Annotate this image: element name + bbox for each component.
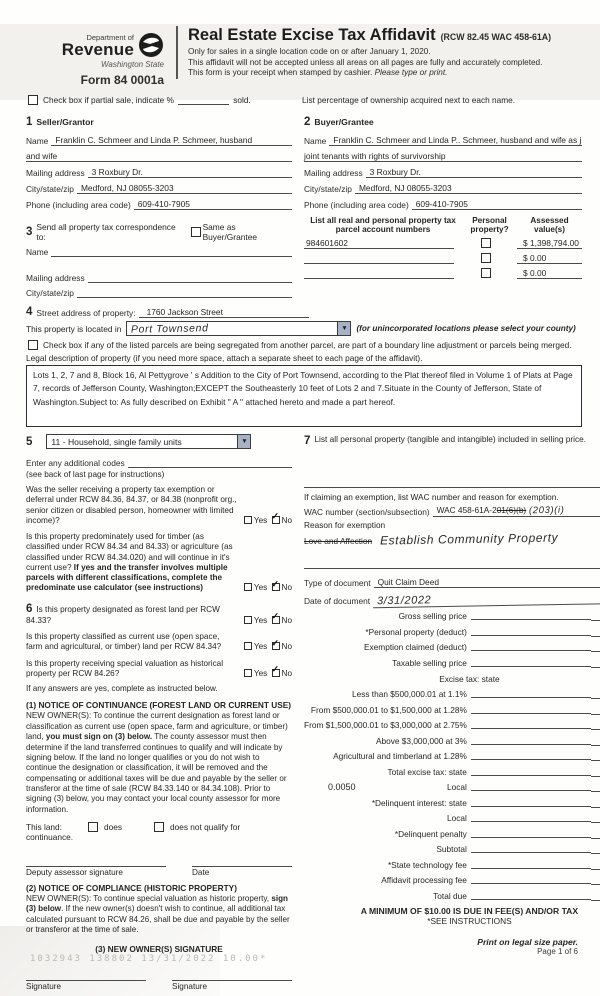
tax-line-label: Local xyxy=(447,813,467,824)
notice2-title: (2) NOTICE OF COMPLIANCE (HISTORIC PROPERTY) xyxy=(26,883,237,894)
tax-line-label: Total excise tax: state xyxy=(387,766,467,777)
seller-phone-field[interactable]: 609-410-7905 xyxy=(134,199,292,210)
local-rate-value: 0.0050 xyxy=(328,782,356,793)
tax-line-value[interactable] xyxy=(591,610,600,621)
notice1-body: NEW OWNER(S): To continue the current designation as forest land or classification as current use (open space, farm and agriculture, or timber) land, you must sign on (3) below. The county assessor must then determine if the land transferred continues to qualify and will indicate by signing below. If the land no longer qualifies or you do not wish to continue the designation or classification, it will be removed and the compensating or additional taxes will be due and payable by the seller or transferor at the time of sale (RCW 84.33.140 or 84.34.108). Prior to signing (3) below, you may contact your local county assessor for more information. xyxy=(26,711,288,814)
seller-phone-label: Phone (including area code) xyxy=(26,200,131,210)
form-title-ref: (RCW 82.45 WAC 458-61A) xyxy=(440,32,552,42)
street-address-label: Street address of property: xyxy=(36,308,136,318)
minimum-due-note: A MINIMUM OF $10.00 IS DUE IN FEE(S) AND/OR TAX xyxy=(360,905,579,916)
reason-exemption-label: Reason for exemption xyxy=(304,519,386,530)
no-checkbox-checked[interactable] xyxy=(271,511,280,524)
parcel-row xyxy=(304,268,582,279)
tax-line-value[interactable] xyxy=(591,688,600,699)
reason-extra-line[interactable] xyxy=(304,560,600,569)
section1-heading: 1 Seller/Grantor xyxy=(26,116,94,128)
form-title: Real Estate Excise Tax Affidavit xyxy=(188,26,436,44)
county-dropdown[interactable] xyxy=(126,321,351,336)
seller-name-label: Name xyxy=(26,136,49,146)
q-timber-use-answer: Yes ✓ No xyxy=(242,583,292,593)
parcel-number-field[interactable] xyxy=(304,254,454,264)
buyer-city-field[interactable]: Medford, NJ 08055-3203 xyxy=(355,183,582,194)
no-checkbox-checked[interactable] xyxy=(271,578,280,591)
cashier-stamp: 1032943 138802 13/31/2022 10.00* xyxy=(30,954,268,964)
q-tax-exemption: Was the seller receiving a property tax exemption or deferral under RCW 84.36, 84.37, or 84.38 (nonprofit org., senior citizen or disabled person, homeowner with limited income)? xyxy=(26,485,237,525)
local-label: Local xyxy=(447,782,467,793)
dropdown-arrow-icon[interactable]: ▼ xyxy=(337,322,350,335)
personal-property-checkbox[interactable] xyxy=(481,238,491,248)
parcel-row xyxy=(304,253,582,264)
seller-name-field[interactable]: Franklin C. Schmeer and Linda P. Schmeer, husband xyxy=(51,135,292,146)
parcel-row xyxy=(304,238,582,249)
county-dropdown-value: Port Townsend xyxy=(131,321,210,336)
tax-line-value[interactable] xyxy=(591,797,600,808)
tax-line-value[interactable] xyxy=(591,859,600,870)
assessed-value-field[interactable]: $ 0.00 xyxy=(517,253,582,264)
tax-line-label: From $1,500,000.01 to $3,000,000 at 2.75% xyxy=(304,720,467,731)
new-owners-signature-title: (3) NEW OWNER(S) SIGNATURE xyxy=(95,943,223,954)
tax-line-value[interactable] xyxy=(591,735,600,746)
tax-line-value[interactable] xyxy=(591,843,600,854)
tax-line-label: Less than $500,000.01 at 1.1% xyxy=(351,689,467,700)
assessed-value-field[interactable]: $ 1,398,794.00 xyxy=(517,238,582,249)
located-note: (for unincorporated locations please select your county) xyxy=(356,324,576,333)
seller-mailing-label: Mailing address xyxy=(26,168,85,178)
yes-instruction: If any answers are yes, complete as instructed below. xyxy=(26,684,218,694)
owner-signature-field[interactable] xyxy=(26,970,146,981)
corr-city-label: City/state/zip xyxy=(26,288,74,298)
tax-line-label: Exemption claimed (deduct) xyxy=(364,642,467,653)
tax-line-label: *Delinquent penalty xyxy=(394,828,467,839)
corr-name-field[interactable] xyxy=(51,247,292,257)
partial-sale-percent-field[interactable] xyxy=(178,96,229,105)
exemption-note: If claiming an exemption, list WAC number and reason for exemption. xyxy=(304,491,559,502)
tax-line-label: Taxable selling price xyxy=(392,657,467,668)
subtitle-line1: Only for sales in a single location code on or after January 1, 2020. xyxy=(188,47,431,56)
reason-handwritten-value[interactable]: Establish Community Property xyxy=(380,530,559,548)
personal-property-list-field[interactable] xyxy=(304,479,600,488)
corr-mailing-field[interactable] xyxy=(88,273,292,283)
segregated-checkbox[interactable] xyxy=(28,340,38,350)
deputy-date-field[interactable] xyxy=(192,856,292,867)
q-historic-property-answer: Yes ✓ No xyxy=(242,669,292,679)
does-checkbox[interactable] xyxy=(88,822,98,832)
no-checkbox-checked[interactable] xyxy=(271,637,280,650)
parcel-table-header: List all real and personal property tax parcel account numbers Personal property? Assessed value(s) xyxy=(310,216,569,234)
check-icon: ✓ xyxy=(271,637,280,648)
tax-line-label: Total due xyxy=(433,890,467,901)
tax-line-label: *State technology fee xyxy=(387,859,467,870)
corr-mailing-label: Mailing address xyxy=(26,273,85,283)
located-in-label: This property is located in xyxy=(26,323,122,334)
buyer-mailing-field[interactable]: 3 Roxbury Dr. xyxy=(366,167,582,178)
section2-heading: 2 Buyer/Grantee xyxy=(304,116,374,128)
q-forest-land: 6 Is this property designated as forest land per RCW 84.33? xyxy=(26,602,220,625)
form-header xyxy=(26,26,582,87)
no-checkbox-checked[interactable] xyxy=(271,664,280,677)
additional-codes-label: Enter any additional codes xyxy=(26,458,125,468)
revenue-label: Revenue xyxy=(61,39,134,59)
tax-line-value[interactable] xyxy=(591,704,600,715)
tax-line-value[interactable] xyxy=(591,812,600,823)
ownership-note: List percentage of ownership acquired next to each name. xyxy=(302,95,516,105)
tax-line-value[interactable] xyxy=(591,626,600,637)
tax-line-label: Gross selling price xyxy=(398,611,467,622)
dor-logo xyxy=(26,26,174,87)
q-historic-property: Is this property receiving special valuation as historical property per RCW 84.26? xyxy=(26,658,224,678)
yes-checkbox[interactable] xyxy=(244,669,252,677)
see-instructions-note: *SEE INSTRUCTIONS xyxy=(427,915,512,926)
corr-city-field[interactable] xyxy=(77,288,292,298)
owner-signature-label: Signature xyxy=(172,981,208,991)
buyer-phone-field[interactable]: 609-410-7905 xyxy=(412,199,582,210)
segregated-label: Check box if any of the listed parcels are being segregated from another parcel, are part of a boundary line adjustment or parcels being merged. xyxy=(43,340,572,350)
doc-type-field[interactable]: Quit Claim Deed xyxy=(374,577,600,588)
owner-signature-label: Signature xyxy=(26,981,62,991)
section5-number: 5 xyxy=(26,435,33,448)
yes-checkbox[interactable] xyxy=(244,516,252,524)
excise-tax-state-header: Excise tax: state xyxy=(439,673,500,684)
dropdown-arrow-icon[interactable]: ▼ xyxy=(237,435,250,448)
street-address-field[interactable]: 1760 Jackson Street xyxy=(139,307,309,318)
local-tax-value[interactable] xyxy=(591,781,600,792)
tax-line-label: Subtotal xyxy=(436,844,467,855)
section7-intro: List all personal property (tangible and intangible) included in selling price. xyxy=(314,434,587,444)
buyer-city-label: City/state/zip xyxy=(304,184,352,194)
tax-line-value[interactable] xyxy=(591,750,600,761)
this-land-label: This land: xyxy=(26,822,62,833)
wac-number-field[interactable]: WAC 458-61A-201(6)(b) (203)(i) xyxy=(433,505,600,517)
section4-number: 4 xyxy=(26,306,33,318)
subtitle-line2: This affidavit will not be accepted unless all areas on all pages are fully and accurately completed. xyxy=(188,57,543,67)
no-checkbox-checked[interactable] xyxy=(271,611,280,624)
tax-line-label: Affidavit processing fee xyxy=(381,875,467,886)
corr-name-label: Name xyxy=(26,247,49,257)
tax-line-label: Above $3,000,000 at 3% xyxy=(375,735,467,746)
seller-name-field-2[interactable]: and wife xyxy=(26,151,292,162)
does-not-checkbox[interactable] xyxy=(154,822,164,832)
q-timber-use: Is this property predominately used for timber (as classified under RCW 84.34 and 84.33) or agriculture (as classified under RCW 84.34.020) and will continue in it's current use? If yes and the transfer involves multiple parcels with different classifications, complete the predominate use calculator (see instructions) xyxy=(26,532,233,593)
deputy-assessor-signature-field[interactable] xyxy=(26,856,166,867)
tax-line-value[interactable] xyxy=(591,657,600,668)
q-tax-exemption-answer: Yes ✓ No xyxy=(242,516,292,526)
reason-struck-value: Love and Affection xyxy=(304,535,373,546)
tax-line-value[interactable] xyxy=(591,890,600,901)
tax-line-label: *Delinquent interest: state xyxy=(371,797,467,808)
parcel-number-field[interactable]: 984601602 xyxy=(304,238,454,249)
doc-date-label: Date of document xyxy=(304,595,371,606)
section3-heading: 3 Send all property tax correspondence to: Same as Buyer/Grantee xyxy=(26,222,258,242)
buyer-phone-label: Phone (including area code) xyxy=(304,200,409,210)
partial-sale-label: Check box if partial sale, indicate % xyxy=(43,95,174,105)
notice2-body: NEW OWNER(S): To continue special valuation as historic property, sign (3) below. If the new owner(s) doesn't wish to continue, all additional tax calculated pursuant to RCW 84.26, shall be due and payable by the seller or transferor at the time of sale. xyxy=(26,894,290,935)
page-number: Page 1 of 6 xyxy=(537,947,578,956)
wac-number-label: WAC number (section/subsection) xyxy=(304,506,430,517)
additional-codes-field[interactable] xyxy=(128,458,292,468)
revenue-swirl-icon xyxy=(138,32,164,58)
does-label: does xyxy=(103,822,122,833)
q-current-use-answer: Yes ✓ No xyxy=(242,642,292,652)
yes-checkbox[interactable] xyxy=(244,583,252,591)
use-code-value: 11 - Household, single family units xyxy=(51,436,182,447)
doc-type-label: Type of document xyxy=(304,577,371,588)
does-not-label: does not qualify for xyxy=(169,822,241,833)
dept-of-label: Department of xyxy=(86,32,134,42)
form-number: Form 84 0001a xyxy=(80,73,164,87)
use-code-dropdown[interactable] xyxy=(46,434,251,449)
subtitle-line3: This form is your receipt when stamped by cashier. Please type or print. xyxy=(188,68,448,78)
tax-line-label: *Personal property (deduct) xyxy=(365,626,467,637)
print-legal-note: Print on legal size paper. xyxy=(477,937,578,947)
personal-property-checkbox[interactable] xyxy=(481,268,491,278)
same-as-buyer-checkbox[interactable] xyxy=(191,227,201,237)
tax-line-value[interactable] xyxy=(591,828,600,839)
check-icon: ✓ xyxy=(271,511,280,522)
legal-description-label: Legal description of property (if you need more space, attach a separate sheet to each page of the affidavit). xyxy=(26,353,423,363)
section7-number: 7 xyxy=(304,435,311,447)
tax-line-value[interactable] xyxy=(591,641,600,652)
yes-checkbox[interactable] xyxy=(244,616,252,624)
seller-city-label: City/state/zip xyxy=(26,184,74,194)
deputy-date-label: Date xyxy=(192,868,210,878)
buyer-name-field[interactable]: Franklin C. Schmeer and Linda P.. Schmeer, husband and wife as j xyxy=(329,135,582,146)
additional-codes-note: (see back of last page for instructions) xyxy=(26,470,165,479)
yes-checkbox[interactable] xyxy=(244,642,252,650)
owner-signature-field[interactable] xyxy=(172,970,292,981)
seller-mailing-field[interactable]: 3 Roxbury Dr. xyxy=(88,167,292,178)
doc-date-field[interactable]: 3/31/2022 xyxy=(373,591,600,609)
q-forest-land-answer: Yes ✓ No xyxy=(242,616,292,626)
continuance-label: continuance. xyxy=(26,832,74,843)
partial-sale-checkbox[interactable] xyxy=(28,95,38,105)
assessed-value-field[interactable]: $ 0.00 xyxy=(517,268,582,279)
tax-line-value[interactable] xyxy=(591,874,600,885)
personal-property-checkbox[interactable] xyxy=(481,253,491,263)
notice1-title: (1) NOTICE OF CONTINUANCE (FOREST LAND OR CURRENT USE) xyxy=(26,700,292,711)
tax-line-value[interactable] xyxy=(591,766,600,777)
check-icon: ✓ xyxy=(271,664,280,675)
tax-line-label: From $500,000.01 to $1,500,000 at 1.28% xyxy=(310,704,467,715)
seller-city-field[interactable]: Medford, NJ 08055-3203 xyxy=(77,183,292,194)
tax-line-value[interactable] xyxy=(591,719,600,730)
check-icon: ✓ xyxy=(271,578,280,589)
q-current-use: Is this property classified as current use (open space, farm and agricultural, or timber) land per RCW 84.34? xyxy=(26,632,222,652)
tax-line-label: Agricultural and timberland at 1.28% xyxy=(333,751,467,762)
buyer-mailing-label: Mailing address xyxy=(304,168,363,178)
check-icon: ✓ xyxy=(271,611,280,622)
buyer-name-field-2[interactable]: joint tenants with rights of survivorship xyxy=(304,151,582,162)
washington-state-label: Washington State xyxy=(100,60,164,69)
buyer-name-label: Name xyxy=(304,136,327,146)
partial-sale-suffix: sold. xyxy=(233,95,251,105)
deputy-assessor-signature-label: Deputy assessor signature xyxy=(26,868,123,878)
parcel-number-field[interactable] xyxy=(304,269,454,279)
legal-description-box[interactable]: Lots 1, 2, 7 and 8, Block 16, Al Pettygrove ' s Addition to the City of Port Townsend, according to the Plat thereof filed in Volume 1 of Plats at Page 7, records of Jefferson County, Washington;EXCEPT the Southeasterly 10 feet of Lots 2 and 7.Situate in the County of Jefferson, State of Washington.Subject to: As fully described on Exhibit " A " attached hereto and made a part hereof. xyxy=(26,365,582,427)
